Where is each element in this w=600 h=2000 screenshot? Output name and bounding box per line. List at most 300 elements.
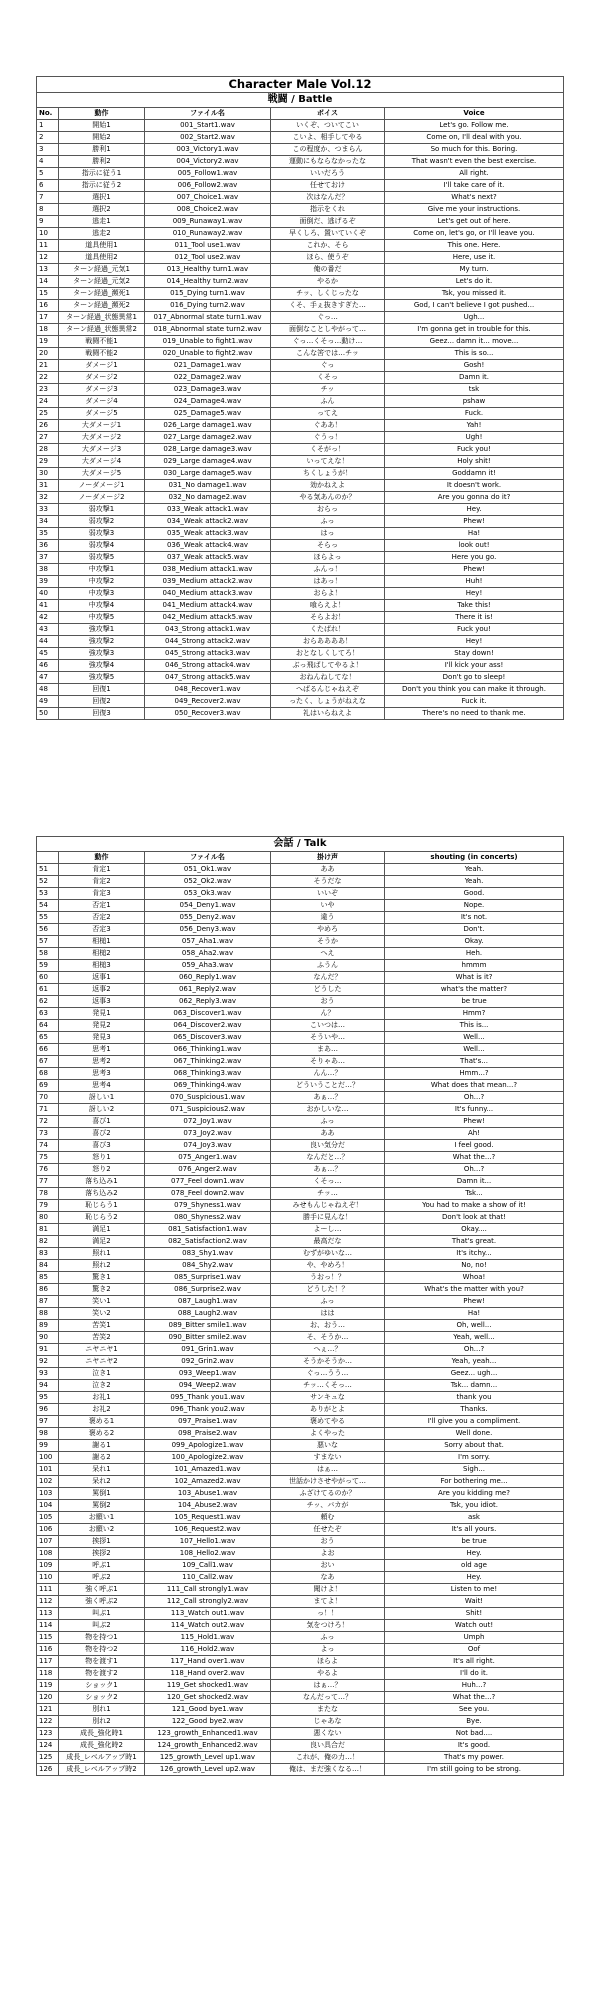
cell-voice-en: This one. Here.	[385, 240, 564, 252]
cell-action: 思考3	[59, 1068, 145, 1080]
cell-voice-en: Ha!	[385, 528, 564, 540]
cell-voice-jp: そ、そうか…	[271, 1332, 385, 1344]
cell-action: 謝る1	[59, 1440, 145, 1452]
cell-no: 123	[37, 1728, 59, 1740]
table-row	[37, 1596, 564, 1608]
table-row	[37, 1296, 564, 1308]
cell-no: 39	[37, 576, 59, 588]
table-row	[37, 948, 564, 960]
cell-no: 38	[37, 564, 59, 576]
cell-no: 8	[37, 204, 59, 216]
cell-voice-en: Tsk, you missed it.	[385, 288, 564, 300]
table-row	[37, 1692, 564, 1704]
cell-filename: 055_Deny2.wav	[145, 912, 271, 924]
table-row	[37, 1044, 564, 1056]
cell-voice-en: It's not.	[385, 912, 564, 924]
cell-filename: 068_Thinking3.wav	[145, 1068, 271, 1080]
cell-voice-en: I'll do it.	[385, 1668, 564, 1680]
table-row	[37, 1392, 564, 1404]
cell-action: ターン経過_状態異常1	[59, 312, 145, 324]
cell-filename: 083_Shy1.wav	[145, 1248, 271, 1260]
cell-filename: 052_Ok2.wav	[145, 876, 271, 888]
cell-voice-en: Oh, well...	[385, 1320, 564, 1332]
cell-filename: 105_Request1.wav	[145, 1512, 271, 1524]
cell-voice-en: Shit!	[385, 1608, 564, 1620]
table-row	[37, 348, 564, 360]
table-row	[37, 624, 564, 636]
table-row	[37, 1752, 564, 1764]
cell-voice-en: Well...	[385, 1032, 564, 1044]
cell-voice-en: Huh!	[385, 576, 564, 588]
cell-no: 15	[37, 288, 59, 300]
cell-filename: 126_growth_Level up2.wav	[145, 1764, 271, 1776]
cell-voice-jp: 早くしろ、置いていくぞ	[271, 228, 385, 240]
cell-filename: 006_Follow2.wav	[145, 180, 271, 192]
cell-action: 恥じらう2	[59, 1212, 145, 1224]
table-row	[37, 276, 564, 288]
cell-action: ダメージ1	[59, 360, 145, 372]
cell-voice-en: Hmm?	[385, 1008, 564, 1020]
cell-filename: 020_Unable to fight2.wav	[145, 348, 271, 360]
cell-filename: 046_Strong attack4.wav	[145, 660, 271, 672]
cell-filename: 023_Damage3.wav	[145, 384, 271, 396]
cell-voice-jp: やめろ	[271, 924, 385, 936]
cell-filename: 050_Recover3.wav	[145, 708, 271, 720]
cell-voice-en: Here, use it.	[385, 252, 564, 264]
cell-action: 弱攻撃5	[59, 552, 145, 564]
cell-voice-jp: くそがっ！	[271, 444, 385, 456]
cell-voice-en: I feel good.	[385, 1140, 564, 1152]
cell-filename: 067_Thinking2.wav	[145, 1056, 271, 1068]
cell-voice-jp: おう	[271, 1536, 385, 1548]
table-row	[37, 300, 564, 312]
cell-voice-en: It's itchy...	[385, 1248, 564, 1260]
table-row	[37, 1008, 564, 1020]
cell-filename: 122_Good bye2.wav	[145, 1716, 271, 1728]
cell-no: 84	[37, 1260, 59, 1272]
cell-voice-jp: やるか	[271, 276, 385, 288]
cell-voice-en: Let's go. Follow me.	[385, 120, 564, 132]
cell-voice-en: I'm sorry.	[385, 1452, 564, 1464]
cell-action: 否定1	[59, 900, 145, 912]
cell-no: 17	[37, 312, 59, 324]
table-row	[37, 1344, 564, 1356]
cell-action: 満足2	[59, 1236, 145, 1248]
cell-voice-jp: 面倒なことしやがって…	[271, 324, 385, 336]
cell-voice-jp: ふっ	[271, 1296, 385, 1308]
cell-voice-jp: またな	[271, 1704, 385, 1716]
cell-no: 68	[37, 1068, 59, 1080]
cell-voice-jp: くたばれ！	[271, 624, 385, 636]
cell-voice-en: There it is!	[385, 612, 564, 624]
table-row	[37, 684, 564, 696]
cell-voice-en: Ugh...	[385, 312, 564, 324]
cell-voice-en: What does that mean...?	[385, 1080, 564, 1092]
cell-filename: 021_Damage1.wav	[145, 360, 271, 372]
cell-voice-en: Sigh...	[385, 1464, 564, 1476]
cell-filename: 109_Call1.wav	[145, 1560, 271, 1572]
cell-action: 中攻撃3	[59, 588, 145, 600]
cell-no: 50	[37, 708, 59, 720]
cell-no: 33	[37, 504, 59, 516]
cell-action: 笑い1	[59, 1296, 145, 1308]
talk-rows	[37, 864, 564, 1776]
cell-filename: 033_Weak attack1.wav	[145, 504, 271, 516]
cell-filename: 093_Weep1.wav	[145, 1368, 271, 1380]
cell-action: 回復2	[59, 696, 145, 708]
cell-no: 74	[37, 1140, 59, 1152]
cell-voice-jp: へえ	[271, 948, 385, 960]
cell-filename: 080_Shyness2.wav	[145, 1212, 271, 1224]
table-row	[37, 516, 564, 528]
cell-voice-jp: チッ、バカが	[271, 1500, 385, 1512]
cell-voice-jp: なんだ？	[271, 972, 385, 984]
table-row	[37, 996, 564, 1008]
cell-voice-en: You had to make a show of it!	[385, 1200, 564, 1212]
cell-action: 返事3	[59, 996, 145, 1008]
cell-no: 122	[37, 1716, 59, 1728]
cell-voice-en: Wait!	[385, 1596, 564, 1608]
cell-no: 106	[37, 1524, 59, 1536]
cell-voice-jp: おらっ	[271, 504, 385, 516]
cell-voice-jp: 礼はいらねえよ	[271, 708, 385, 720]
cell-action: お願い2	[59, 1524, 145, 1536]
cell-no: 55	[37, 912, 59, 924]
table-row	[37, 360, 564, 372]
cell-action: 怒り1	[59, 1152, 145, 1164]
table-row	[37, 876, 564, 888]
table-row	[37, 636, 564, 648]
table-row	[37, 696, 564, 708]
cell-voice-en: Hey!	[385, 588, 564, 600]
cell-no: 69	[37, 1080, 59, 1092]
cell-voice-jp: いや	[271, 900, 385, 912]
cell-no: 83	[37, 1248, 59, 1260]
table-row	[37, 408, 564, 420]
cell-voice-en: For bothering me...	[385, 1476, 564, 1488]
cell-action: 発見3	[59, 1032, 145, 1044]
cell-filename: 057_Aha1.wav	[145, 936, 271, 948]
cell-no: 86	[37, 1284, 59, 1296]
col-header-no: No.	[37, 108, 59, 120]
cell-filename: 036_Weak attack4.wav	[145, 540, 271, 552]
cell-filename: 069_Thinking4.wav	[145, 1080, 271, 1092]
cell-no: 1	[37, 120, 59, 132]
cell-filename: 091_Grin1.wav	[145, 1344, 271, 1356]
cell-voice-en: Tsk... damn...	[385, 1380, 564, 1392]
cell-voice-jp: これか、そら	[271, 240, 385, 252]
cell-voice-jp: ったく、しょうがねえな	[271, 696, 385, 708]
cell-action: 怒り2	[59, 1164, 145, 1176]
cell-voice-jp: へぇ…？	[271, 1344, 385, 1356]
cell-voice-jp: はぁ…？	[271, 1680, 385, 1692]
cell-action: 指示に従う1	[59, 168, 145, 180]
cell-action: 落ち込み1	[59, 1176, 145, 1188]
cell-voice-jp: なんだと…？	[271, 1152, 385, 1164]
cell-filename: 113_Watch out1.wav	[145, 1608, 271, 1620]
cell-voice-en: Umph	[385, 1632, 564, 1644]
cell-no: 76	[37, 1164, 59, 1176]
table-row	[37, 1140, 564, 1152]
cell-voice-en: It's good.	[385, 1740, 564, 1752]
table-row	[37, 156, 564, 168]
cell-no: 12	[37, 252, 59, 264]
cell-action: 物を渡す1	[59, 1656, 145, 1668]
cell-voice-jp: くそっ…	[271, 1176, 385, 1188]
cell-voice-en: Damn it...	[385, 1176, 564, 1188]
cell-no: 105	[37, 1512, 59, 1524]
cell-voice-jp: 良い具合だ	[271, 1740, 385, 1752]
cell-filename: 017_Abnormal state turn1.wav	[145, 312, 271, 324]
table-row	[37, 564, 564, 576]
table-row	[37, 228, 564, 240]
cell-voice-en: See you.	[385, 1704, 564, 1716]
table-row	[37, 864, 564, 876]
cell-action: 訝しい2	[59, 1104, 145, 1116]
cell-voice-en: There's no need to thank me.	[385, 708, 564, 720]
cell-voice-en: Fuck you!	[385, 624, 564, 636]
cell-no: 58	[37, 948, 59, 960]
cell-filename: 089_Bitter smile1.wav	[145, 1320, 271, 1332]
cell-voice-en: This is...	[385, 1020, 564, 1032]
cell-filename: 008_Choice2.wav	[145, 204, 271, 216]
cell-action: ダメージ5	[59, 408, 145, 420]
cell-action: 別れ1	[59, 1704, 145, 1716]
cell-no: 102	[37, 1476, 59, 1488]
cell-no: 71	[37, 1104, 59, 1116]
cell-no: 45	[37, 648, 59, 660]
cell-voice-jp: 任せておけ	[271, 180, 385, 192]
table-row	[37, 540, 564, 552]
cell-action: 大ダメージ5	[59, 468, 145, 480]
cell-action: 思考2	[59, 1056, 145, 1068]
cell-filename: 029_Large damage4.wav	[145, 456, 271, 468]
cell-filename: 077_Feel down1.wav	[145, 1176, 271, 1188]
cell-filename: 066_Thinking1.wav	[145, 1044, 271, 1056]
cell-action: 罵倒1	[59, 1488, 145, 1500]
table-row	[37, 1092, 564, 1104]
cell-filename: 125_growth_Level up1.wav	[145, 1752, 271, 1764]
cell-action: 戦闘不能1	[59, 336, 145, 348]
cell-voice-jp: んん…？	[271, 1068, 385, 1080]
cell-voice-jp: あぁ…？	[271, 1164, 385, 1176]
cell-voice-jp: 良い気分だ	[271, 1140, 385, 1152]
cell-voice-jp: むずがゆいな…	[271, 1248, 385, 1260]
cell-voice-en: tsk	[385, 384, 564, 396]
cell-action: 勝利2	[59, 156, 145, 168]
cell-action: 肯定1	[59, 864, 145, 876]
cell-filename: 042_Medium attack5.wav	[145, 612, 271, 624]
cell-voice-en: Ha!	[385, 1308, 564, 1320]
cell-action: お願い1	[59, 1512, 145, 1524]
cell-filename: 004_Victory2.wav	[145, 156, 271, 168]
table-row	[37, 1668, 564, 1680]
cell-voice-en: Sorry about that.	[385, 1440, 564, 1452]
table-row	[37, 900, 564, 912]
cell-no: 95	[37, 1392, 59, 1404]
table-row	[37, 1548, 564, 1560]
cell-voice-en: Oh...?	[385, 1344, 564, 1356]
cell-action: 挨拶1	[59, 1536, 145, 1548]
cell-action: 罵倒2	[59, 1500, 145, 1512]
cell-voice-en: ask	[385, 1512, 564, 1524]
cell-voice-jp: ほら、使うぞ	[271, 252, 385, 264]
cell-action: 弱攻撃2	[59, 516, 145, 528]
cell-voice-jp: チッ	[271, 384, 385, 396]
table-row	[37, 324, 564, 336]
cell-filename: 027_Large damage2.wav	[145, 432, 271, 444]
cell-no: 36	[37, 540, 59, 552]
cell-voice-en: Well...	[385, 1044, 564, 1056]
cell-voice-en: That's great.	[385, 1236, 564, 1248]
cell-no: 54	[37, 900, 59, 912]
table-row	[37, 1080, 564, 1092]
cell-voice-en: Okay.	[385, 936, 564, 948]
cell-voice-jp: ああ	[271, 1128, 385, 1140]
cell-voice-jp: ふうん	[271, 960, 385, 972]
cell-no: 70	[37, 1092, 59, 1104]
cell-voice-en: Hey.	[385, 1548, 564, 1560]
cell-action: ニヤニヤ2	[59, 1356, 145, 1368]
cell-filename: 048_Recover1.wav	[145, 684, 271, 696]
cell-voice-jp: はぁ…	[271, 1464, 385, 1476]
cell-action: 思考1	[59, 1044, 145, 1056]
cell-action: 呼ぶ1	[59, 1560, 145, 1572]
cell-no: 5	[37, 168, 59, 180]
cell-voice-jp: やるよ	[271, 1668, 385, 1680]
cell-voice-jp: どうした！？	[271, 1284, 385, 1296]
cell-action: 驚き1	[59, 1272, 145, 1284]
cell-no: 119	[37, 1680, 59, 1692]
cell-voice-en: be true	[385, 1536, 564, 1548]
cell-no: 90	[37, 1332, 59, 1344]
cell-voice-en: Yeah, yeah...	[385, 1356, 564, 1368]
cell-no: 60	[37, 972, 59, 984]
cell-action: ターン経過_状態異常2	[59, 324, 145, 336]
cell-voice-en: Ugh!	[385, 432, 564, 444]
cell-action: 成長_レベルアップ時1	[59, 1752, 145, 1764]
cell-action: 逃走2	[59, 228, 145, 240]
table-row	[37, 1260, 564, 1272]
cell-voice-en: That's...	[385, 1056, 564, 1068]
cell-voice-jp: ふっ	[271, 1116, 385, 1128]
table-row	[37, 1320, 564, 1332]
cell-action: 発見2	[59, 1020, 145, 1032]
cell-action: ショック1	[59, 1680, 145, 1692]
cell-voice-en: Let's do it.	[385, 276, 564, 288]
cell-action: 弱攻撃1	[59, 504, 145, 516]
cell-voice-en: Gosh!	[385, 360, 564, 372]
cell-voice-en: Phew!	[385, 516, 564, 528]
col-header-voice-jp: ボイス	[271, 108, 385, 120]
cell-voice-en: That's my power.	[385, 1752, 564, 1764]
table-row	[37, 1404, 564, 1416]
cell-voice-jp: どういうことだ…？	[271, 1080, 385, 1092]
table-row	[37, 1740, 564, 1752]
cell-voice-en: Let's get out of here.	[385, 216, 564, 228]
cell-filename: 110_Call2.wav	[145, 1572, 271, 1584]
cell-voice-jp: おねんねしてな！	[271, 672, 385, 684]
table-row	[37, 1524, 564, 1536]
cell-voice-jp: お、おう…	[271, 1320, 385, 1332]
cell-action: 大ダメージ4	[59, 456, 145, 468]
cell-no: 81	[37, 1224, 59, 1236]
cell-no: 61	[37, 984, 59, 996]
battle-section-title: 戦闘 / Battle	[37, 93, 564, 108]
cell-action: 大ダメージ3	[59, 444, 145, 456]
cell-voice-en: Well done.	[385, 1428, 564, 1440]
cell-filename: 028_Large damage3.wav	[145, 444, 271, 456]
cell-no: 53	[37, 888, 59, 900]
cell-filename: 087_Laugh1.wav	[145, 1296, 271, 1308]
cell-no: 56	[37, 924, 59, 936]
cell-voice-jp: 褒めてやる	[271, 1416, 385, 1428]
cell-filename: 099_Apologize1.wav	[145, 1440, 271, 1452]
cell-voice-en: Come on, I'll deal with you.	[385, 132, 564, 144]
cell-no: 49	[37, 696, 59, 708]
table-row	[37, 1212, 564, 1224]
cell-no: 79	[37, 1200, 59, 1212]
cell-voice-jp: この程度か、つまらん	[271, 144, 385, 156]
cell-filename: 016_Dying turn2.wav	[145, 300, 271, 312]
cell-no: 103	[37, 1488, 59, 1500]
cell-voice-jp: みせもんじゃねえぞ！	[271, 1200, 385, 1212]
cell-filename: 034_Weak attack2.wav	[145, 516, 271, 528]
cell-no: 75	[37, 1152, 59, 1164]
table-row	[37, 972, 564, 984]
cell-no: 118	[37, 1668, 59, 1680]
cell-voice-en: What's next?	[385, 192, 564, 204]
cell-action: 肯定3	[59, 888, 145, 900]
cell-voice-jp: すまない	[271, 1452, 385, 1464]
cell-voice-en: Are you gonna do it?	[385, 492, 564, 504]
cell-no: 2	[37, 132, 59, 144]
cell-no: 98	[37, 1428, 59, 1440]
cell-voice-jp: 最高だな	[271, 1236, 385, 1248]
table-row	[37, 1428, 564, 1440]
cell-voice-en: Oh...?	[385, 1164, 564, 1176]
cell-action: ダメージ3	[59, 384, 145, 396]
cell-action: 照れ2	[59, 1260, 145, 1272]
cell-voice-en: Oof	[385, 1644, 564, 1656]
cell-action: 弱攻撃4	[59, 540, 145, 552]
cell-filename: 097_Praise1.wav	[145, 1416, 271, 1428]
cell-voice-jp: こいつは…	[271, 1020, 385, 1032]
cell-action: 中攻撃5	[59, 612, 145, 624]
table-row	[37, 204, 564, 216]
cell-voice-en: Tsk...	[385, 1188, 564, 1200]
cell-filename: 037_Weak attack5.wav	[145, 552, 271, 564]
cell-voice-en: Tsk, you idiot.	[385, 1500, 564, 1512]
cell-voice-jp: そりゃあ…	[271, 1056, 385, 1068]
cell-voice-jp: そういや…	[271, 1032, 385, 1044]
cell-voice-en: Fuck.	[385, 408, 564, 420]
cell-voice-jp: おらああああ！	[271, 636, 385, 648]
cell-voice-jp: チッ…くそっ…	[271, 1380, 385, 1392]
cell-voice-jp: 聞けよ！	[271, 1584, 385, 1596]
cell-no: 30	[37, 468, 59, 480]
cell-voice-en: Whoa!	[385, 1272, 564, 1284]
cell-voice-jp: サンキュな	[271, 1392, 385, 1404]
cell-filename: 051_Ok1.wav	[145, 864, 271, 876]
cell-filename: 032_No damage2.wav	[145, 492, 271, 504]
cell-no: 66	[37, 1044, 59, 1056]
cell-voice-en: It's all right.	[385, 1656, 564, 1668]
cell-no: 22	[37, 372, 59, 384]
cell-action: 恥じらう1	[59, 1200, 145, 1212]
cell-filename: 064_Discover2.wav	[145, 1020, 271, 1032]
cell-action: 思考4	[59, 1080, 145, 1092]
